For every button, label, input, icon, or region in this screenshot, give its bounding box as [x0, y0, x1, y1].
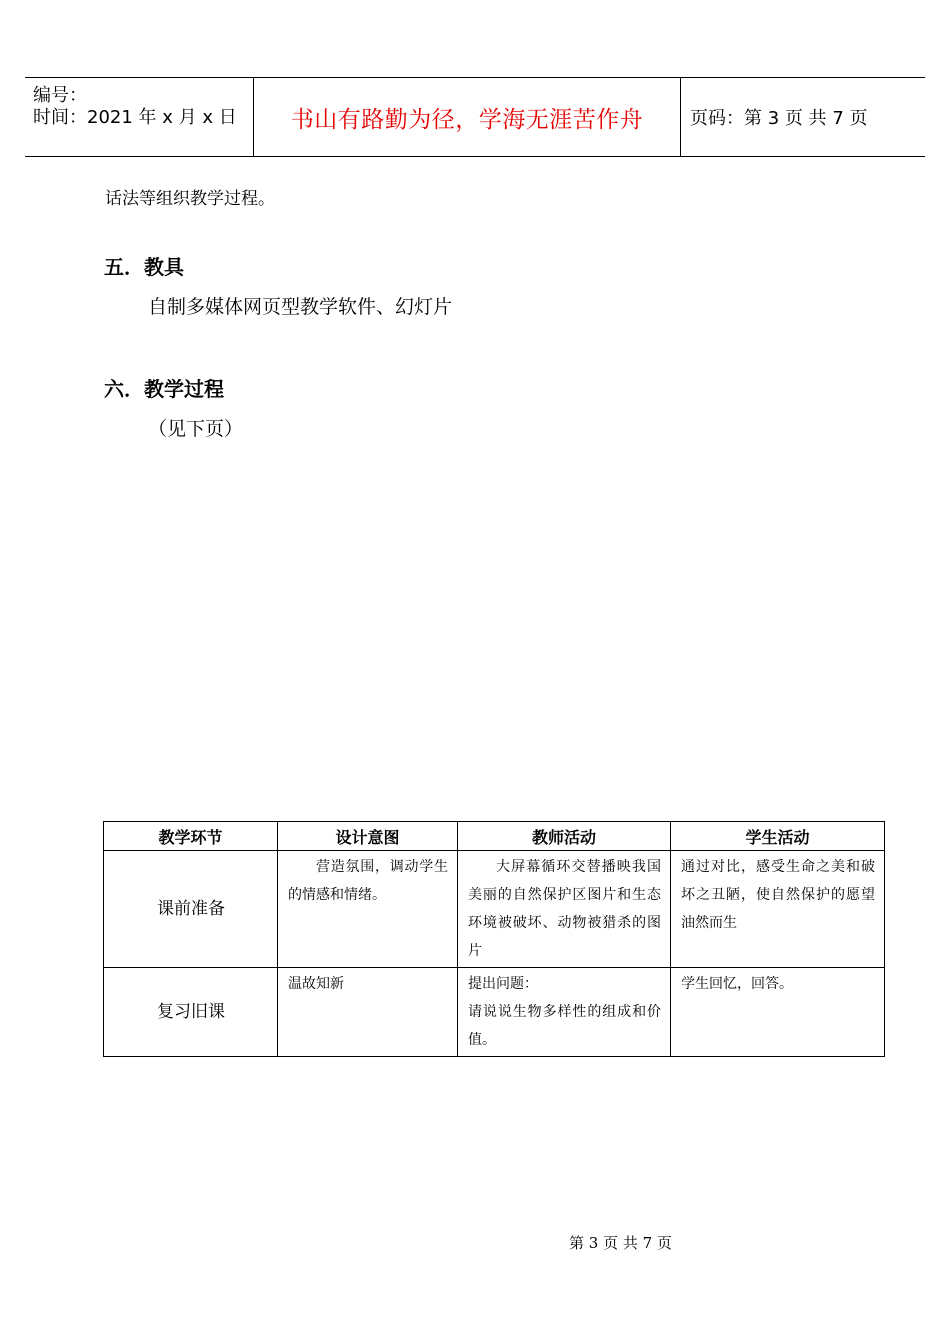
page-header [25, 77, 925, 157]
table-header-row [104, 822, 885, 851]
section-6-text: （见下页） [148, 418, 244, 440]
teacher-activity-line: 提出问题： [468, 976, 538, 992]
intent-cell: 温故知新 [278, 968, 458, 1057]
doc-time-label: 时间：2021 年 x 月 x 日 [33, 107, 237, 128]
table-header-cell: 学生活动 [671, 822, 885, 851]
teacher-activity-line: 请说说生物多样性的组成和价值。 [468, 1004, 661, 1048]
teacher-activity-cell: 大屏幕循环交替播映我国美丽的自然保护区图片和生态环境被破坏、动物被猎杀的图片 [458, 851, 671, 968]
table-row [104, 968, 885, 1057]
table-header-cell: 教学环节 [104, 822, 278, 851]
teacher-activity-cell [458, 968, 671, 1057]
table-header-cell: 教师活动 [458, 822, 671, 851]
doc-code-label: 编号： [33, 85, 87, 106]
header-motto: 书山有路勤为径，学海无涯苦作舟 [290, 106, 644, 133]
section-5-heading: 五．教具 [104, 255, 184, 279]
page-footer: 第 3 页 共 7 页 [569, 1234, 672, 1252]
section-6-heading: 六．教学过程 [104, 377, 224, 401]
header-page-cell [680, 78, 925, 156]
intro-line: 话法等组织教学过程。 [105, 189, 275, 209]
section-5-text: 自制多媒体网页型教学软件、幻灯片 [148, 296, 453, 318]
header-motto-cell [253, 78, 681, 156]
stage-cell: 复习旧课 [104, 968, 278, 1057]
table-header-cell: 设计意图 [278, 822, 458, 851]
stage-cell: 课前准备 [104, 851, 278, 968]
table-row [104, 851, 885, 968]
lesson-table [103, 821, 885, 1057]
intent-cell: 营造氛围，调动学生的情感和情绪。 [278, 851, 458, 968]
header-meta [25, 78, 253, 156]
header-page-info: 页码：第 3 页 共 7 页 [690, 108, 868, 129]
student-activity-cell: 学生回忆，回答。 [671, 968, 885, 1057]
student-activity-cell: 通过对比，感受生命之美和破坏之丑陋，使自然保护的愿望油然而生 [671, 851, 885, 968]
